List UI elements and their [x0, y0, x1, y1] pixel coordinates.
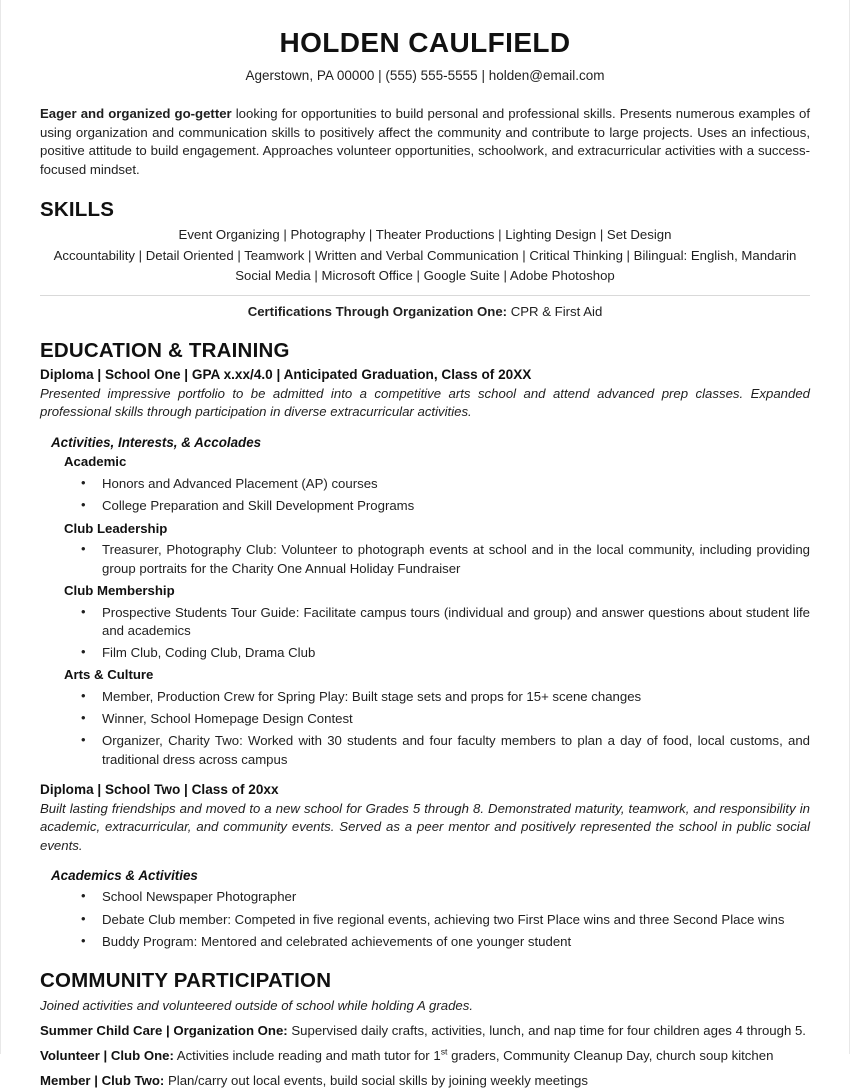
- list-item: • Honors and Advanced Placement (AP) courses: [40, 475, 810, 493]
- list-item: • Treasurer, Photography Club: Volunteer to photograph events at school and in the local community, including providing group portraits for the Charity One Annual Holiday Fundraiser: [40, 541, 810, 577]
- list-item: • Film Club, Coding Club, Drama Club: [40, 644, 810, 662]
- contact-line: Agerstown, PA 00000 | (555) 555-5555 | holden@email.com: [245, 67, 605, 83]
- summary-body: looking for opportunities to build personal and professional skills. Presents numerous examples of using organization and communication skills to positively affect the community and contribute to large projects. Uses an infectious, positive attitude to build engagement. Approaches volunteer opportunities, schoolwork, and extracurricular activities with a success-focused mindset.: [40, 105, 810, 178]
- bullet-list: [40, 688, 810, 769]
- community-detail-post: graders, Community Cleanup Day, church soup kitchen: [447, 1047, 774, 1063]
- bullet-list: [40, 604, 810, 663]
- skills-line: Social Media | Microsoft Office | Google Suite | Adobe Photoshop: [235, 268, 615, 284]
- community-detail-pre: Activities include reading and math tutor for 1: [173, 1047, 441, 1063]
- certifications-value: CPR & First Aid: [507, 304, 603, 320]
- bullet-list: [40, 888, 810, 951]
- summary-paragraph: [40, 105, 810, 180]
- community-detail: Plan/carry out local events, build social skills by joining weekly meetings: [164, 1072, 588, 1088]
- section-heading-education: EDUCATION & TRAINING: [40, 338, 290, 362]
- community-entry: [40, 1072, 810, 1090]
- subgroup-label: Club Membership: [64, 582, 175, 598]
- subgroup-label: Club Leadership: [64, 520, 168, 536]
- community-entry: [40, 1022, 810, 1040]
- entry-title: Diploma | School One | GPA x.xx/4.0 | Anticipated Graduation, Class of 20XX: [40, 367, 532, 383]
- community-role: Volunteer | Club One:: [40, 1047, 174, 1063]
- subgroup-label: Academic: [64, 454, 127, 470]
- entry-description: Built lasting friendships and moved to a new school for Grades 5 through 8. Demonstrated maturity, teamwork, and responsibility in academic, extracurricular, and community events. Served as a peer mentor and positively represented the school in public social events.: [40, 800, 810, 853]
- skills-line: Accountability | Detail Oriented | Teamwork | Written and Verbal Communication | Critical Thinking | Bilingual: English, Mandarin: [53, 247, 797, 263]
- page-title: HOLDEN CAULFIELD: [279, 27, 571, 58]
- list-item: • Member, Production Crew for Spring Play: Built stage sets and props for 15+ scene changes: [40, 688, 810, 706]
- ordinal-superscript: st: [440, 1046, 448, 1057]
- community-intro: Joined activities and volunteered outside of school while holding A grades.: [40, 997, 474, 1013]
- skills-list: [40, 225, 810, 286]
- community-entry: [40, 1047, 810, 1065]
- certifications-label: Certifications Through Organization One:: [247, 304, 508, 320]
- education-entry: [40, 366, 810, 769]
- bullet-list: [40, 475, 810, 515]
- list-item: • College Preparation and Skill Development Programs: [40, 497, 810, 515]
- list-item: • Winner, School Homepage Design Contest: [40, 710, 810, 728]
- list-item: • School Newspaper Photographer: [40, 888, 810, 906]
- resume-sheet: [1, 0, 849, 1090]
- community-role: Member | Club Two:: [40, 1072, 165, 1088]
- list-item: • Debate Club member: Competed in five regional events, achieving two First Place wins and three Second Place wins: [40, 911, 810, 929]
- education-entry: [40, 781, 810, 951]
- certifications-line: [40, 303, 810, 320]
- skills-line: Event Organizing | Photography | Theater Productions | Lighting Design | Set Design: [178, 227, 672, 243]
- section-heading-skills: SKILLS: [40, 197, 115, 221]
- entry-description: Presented impressive portfolio to be admitted into a competitive arts school and attend advanced prep classes. Expanded professional skills through participation in diverse extracurricular activities.: [40, 385, 810, 420]
- entry-title: Diploma | School Two | Class of 20xx: [40, 781, 279, 797]
- bullet-list: [40, 541, 810, 577]
- section-heading-community: COMMUNITY PARTICIPATION: [40, 969, 332, 993]
- community-role: Summer Child Care | Organization One:: [40, 1023, 288, 1039]
- entry-group-title: Academics & Activities: [51, 868, 198, 884]
- entry-group-title: Activities, Interests, & Accolades: [51, 434, 262, 450]
- summary-lead: Eager and organized go-getter: [40, 105, 232, 121]
- list-item: • Buddy Program: Mentored and celebrated achievements of one younger student: [40, 933, 810, 951]
- community-detail: Supervised daily crafts, activities, lunch, and nap time for four children ages 4 through 5.: [287, 1023, 806, 1039]
- list-item: • Organizer, Charity Two: Worked with 30 students and four faculty members to plan a day of food, local customs, and traditional dress across campus: [40, 732, 810, 768]
- divider: [40, 295, 810, 296]
- subgroup-label: Arts & Culture: [64, 667, 154, 683]
- list-item: • Prospective Students Tour Guide: Facilitate campus tours (individual and group) and answer questions about student life and academics: [40, 604, 810, 640]
